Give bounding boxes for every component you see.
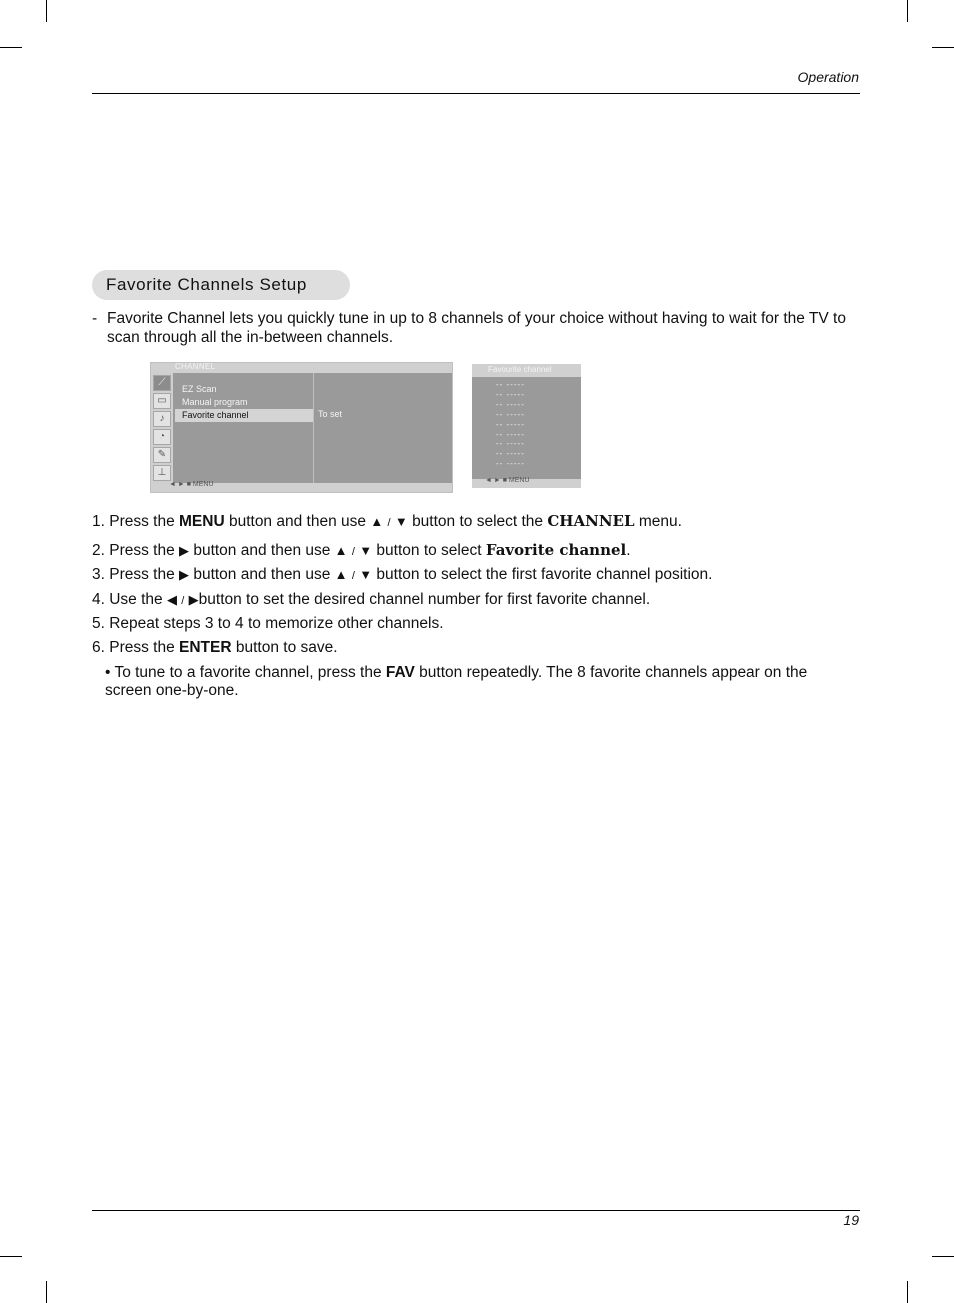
time-icon: ◔ <box>153 429 171 445</box>
step-5: 5. Repeat steps 3 to 4 to memorize other channels. <box>92 615 444 632</box>
favourite-slot: -- ----- <box>496 439 525 448</box>
menu-button-label: MENU <box>179 513 225 530</box>
left-arrow-icon: ◀ <box>166 592 177 607</box>
step-6: 6. Press the ENTER button to save. <box>92 639 338 656</box>
input-icon: ⊥ <box>153 465 171 481</box>
step-2: 2. Press the ▶ button and then use ▲ / ▼ button to select Favorite channel. <box>92 541 631 559</box>
favourite-slot: -- ----- <box>496 410 525 419</box>
intro-text: Favorite Channel lets you quickly tune in up to 8 channels of your choice without having to wait for the TV to scan through all the in-between channels. <box>107 310 846 346</box>
favourite-slot: -- ----- <box>496 420 525 429</box>
header-rule <box>92 93 860 94</box>
crop-mark <box>907 0 908 22</box>
fav-button-label: FAV <box>385 664 415 681</box>
osd-channel-menu <box>150 362 453 493</box>
sound-icon: ♪ <box>153 411 171 427</box>
osd-icon-column <box>151 373 173 483</box>
favorite-channel-label: Favorite channel <box>485 541 627 559</box>
option-icon: ✎ <box>153 447 171 463</box>
osd-value-text: To set <box>318 409 343 419</box>
favourite-slot: -- ----- <box>496 390 525 399</box>
antenna-icon: ⟋ <box>153 375 171 391</box>
osd-item-favorite-channel: Favorite channel <box>175 409 313 422</box>
crop-mark <box>0 47 22 48</box>
step-3: 3. Press the ▶ button and then use ▲ / ▼ button to select the first favorite channel position. <box>92 566 713 583</box>
osd-favourite-channel <box>472 364 581 488</box>
osd-menu-list <box>175 373 314 483</box>
osd-title: Favourite channel <box>488 365 552 374</box>
intro-dash: - <box>92 310 98 327</box>
osd-title-bar <box>151 363 452 373</box>
down-arrow-icon: ▼ <box>359 567 373 582</box>
footer-rule <box>92 1210 860 1211</box>
favourite-slot: -- ----- <box>496 449 525 458</box>
favourite-slot: -- ----- <box>496 400 525 409</box>
crop-mark <box>907 1281 908 1303</box>
right-arrow-icon: ▶ <box>179 543 190 558</box>
crop-mark <box>0 1256 22 1257</box>
picture-icon: ▭ <box>153 393 171 409</box>
crop-mark <box>932 47 954 48</box>
step-1: 1. Press the MENU button and then use ▲ / ▼ button to select the CHANNEL menu. <box>92 512 682 530</box>
step-4: 4. Use the ◀ / ▶button to set the desired channel number for first favorite channel. <box>92 591 651 608</box>
up-arrow-icon: ▲ <box>370 514 384 529</box>
osd-nav-bar <box>472 479 581 488</box>
osd-item-ez-scan: EZ Scan <box>182 384 217 394</box>
crop-mark <box>46 0 47 22</box>
favourite-slot: -- ----- <box>496 380 525 389</box>
favourite-slot: -- ----- <box>496 430 525 439</box>
channel-menu-label: CHANNEL <box>547 512 635 530</box>
osd-nav-bar <box>151 483 452 492</box>
fav-tip: • To tune to a favorite channel, press the FAV button repeatedly. The 8 favorite channels appear on the screen one-by-one. <box>105 664 808 699</box>
crop-mark <box>46 1281 47 1303</box>
right-arrow-icon: ▶ <box>188 592 199 607</box>
down-arrow-icon: ▼ <box>394 514 408 529</box>
right-arrow-icon: ▶ <box>179 567 190 582</box>
page-number: 19 <box>843 1212 859 1228</box>
osd-title: CHANNEL <box>175 362 216 371</box>
up-arrow-icon: ▲ <box>334 543 348 558</box>
running-header: Operation <box>797 69 859 85</box>
enter-button-label: ENTER <box>179 639 232 656</box>
crop-mark <box>932 1256 954 1257</box>
osd-title-bar <box>472 364 581 377</box>
osd-item-manual-program: Manual program <box>182 397 248 407</box>
favourite-slot: -- ----- <box>496 459 525 468</box>
intro-paragraph <box>92 309 862 347</box>
down-arrow-icon: ▼ <box>359 543 373 558</box>
osd-nav-hint: ◄ ► ■ MENU <box>485 477 530 484</box>
up-arrow-icon: ▲ <box>334 567 348 582</box>
section-title: Favorite Channels Setup <box>92 270 350 300</box>
osd-nav-hint: ◄ ► ■ MENU <box>169 481 214 488</box>
